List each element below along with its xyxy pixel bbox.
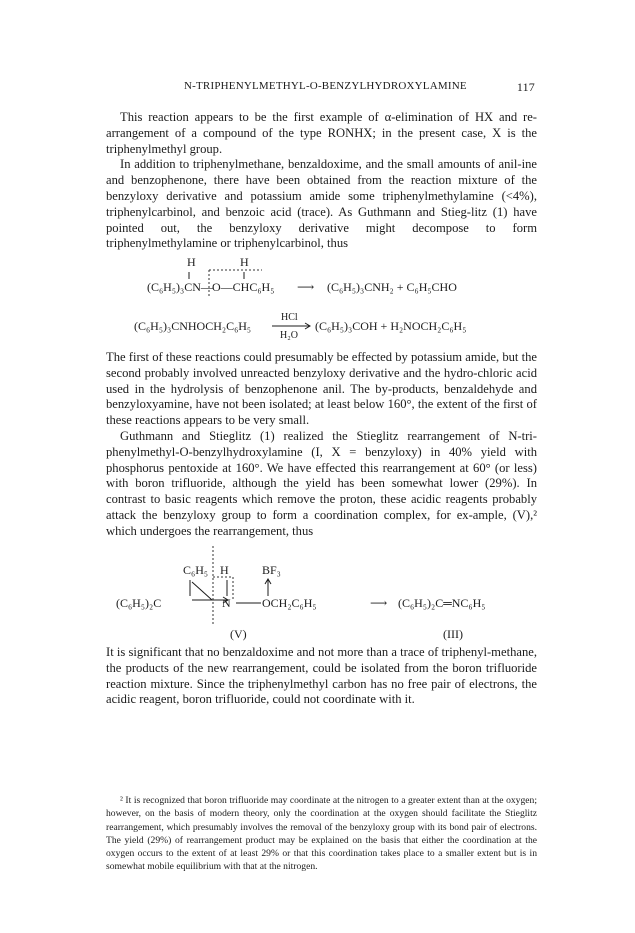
equation-3 [0, 540, 635, 650]
text-block-2 [106, 350, 537, 540]
footnote [106, 794, 537, 874]
eq3-lhs-n: N [222, 596, 231, 610]
eq2-rhs: (C₆H₅)₃COH + H₂NOCH₂C₆H₅ [315, 319, 467, 333]
eq1-h-left: H [187, 255, 196, 269]
eq3-top-left: C₆H₅ [183, 563, 209, 577]
page-number: 117 [516, 80, 535, 94]
eq1-lhs-a: (C₆H₅)₃CN— [147, 280, 213, 294]
eq1-rhs: (C₆H₅)₃CNH₂ + C₆H₅CHO [327, 280, 457, 294]
eq3-arrow: ⟶ [370, 596, 388, 610]
eq3-rhs: (C₆H₅)₂C═NC₆H₅ [398, 596, 486, 610]
eq3-label-left: (V) [230, 627, 247, 641]
text-block-3 [106, 645, 537, 708]
eq3-migrating-arrow [192, 582, 212, 600]
eq3-top-right: BF₃ [262, 563, 281, 577]
paragraph-1: This reaction appears to be the first example of α-elimination of HX and re-arrangement of a compound of the type RONHX; in the present case, X is the triphenylmethyl group. [106, 110, 537, 156]
eq3-top-mid: H [220, 563, 229, 577]
eq2-lhs: (C₆H₅)₃CNHOCH₂C₆H₅ [134, 319, 252, 333]
eq2-below-arrow: H₂O [280, 330, 298, 340]
paragraph-3: The first of these reactions could presumably be effected by potassium amide, but the second probably involved unreacted benzyloxy derivative and the hydro-chloric acid used in the hydrolysis of benzophenone anil. The by-products, benzaldehyde and benzyloxyamine, have not been isolated; at least below 160°, the extent of the first of these reactions appears to be very small. [106, 350, 537, 428]
footnote-text: ² It is recognized that boron trifluoride may coordinate at the nitrogen to a greater extent than at the oxygen; however, on the basis of modern theory, only the coordination at the oxygen should facilitate the Stieglitz rearrangement, which presumably involves the removal of the benzyloxy group with its bond pair of electrons. The yield (29%) of rearrangement product may be explained on the basis that either the coordination at the oxygen occurs to the extent of at least 29% or that this coordination takes place to a smaller extent but is in somewhat mobile equilibrium with that at the nitrogen. [106, 795, 537, 873]
paragraph-2: In addition to triphenylmethane, benzaldoxime, and the small amounts of anil-ine and benzophenone, there have been obtained from the reaction mixture of the benzyloxy derivative and potassium amide some triphenylmethylamine (<4%), triphenylcarbinol, and benzoic acid (trace). As Guthmann and Stieg-litz (1) have pointed out, the benzyloxy derivative might decompose to form triphenylmethylamine or triphenylcarbinol, thus [106, 157, 537, 251]
running-title: N-TRIPHENYLMETHYL-O-BENZYLHYDROXYLAMINE [184, 80, 467, 92]
eq1-h-right: H [240, 255, 249, 269]
equation-2 [0, 0, 635, 340]
eq3-lhs-b: OCH₂C₆H₅ [262, 596, 317, 610]
eq2-above-arrow: HCl [281, 312, 298, 323]
paragraph-5: It is significant that no benzaldoxime and not more than a trace of triphenyl-methane, the products of the new rearrangement, could be isolated from the boron trifluoride reaction mixture. Since the triphenylmethyl carbon has no free pair of electrons, the acidic reagent, boron trifluoride, could not coordinate with it. [106, 645, 537, 707]
eq3-label-right: (III) [443, 627, 463, 641]
eq1-arrow: ⟶ [297, 280, 315, 294]
eq3-lhs-a: (C₆H₅)₂C [116, 596, 162, 610]
paragraph-4: Guthmann and Stieglitz (1) realized the Stieglitz rearrangement of N-tri-phenylmethyl-O-benzylhydroxylamine (I, X = benzyloxy) in 40% yield with phosphorus pentoxide at 160°. We have effected this rearrangement at 60° (or less) with boron trifluoride, although the yield has been somewhat lower (29%). In contrast to basic reagents which remove the proton, these acidic reagents probably attack the benzyloxy group to form a coordination complex, for ex-ample, (V),² which undergoes the rearrangement, thus [106, 428, 537, 538]
eq1-lhs-b: O—CHC₆H₅ [212, 280, 275, 294]
